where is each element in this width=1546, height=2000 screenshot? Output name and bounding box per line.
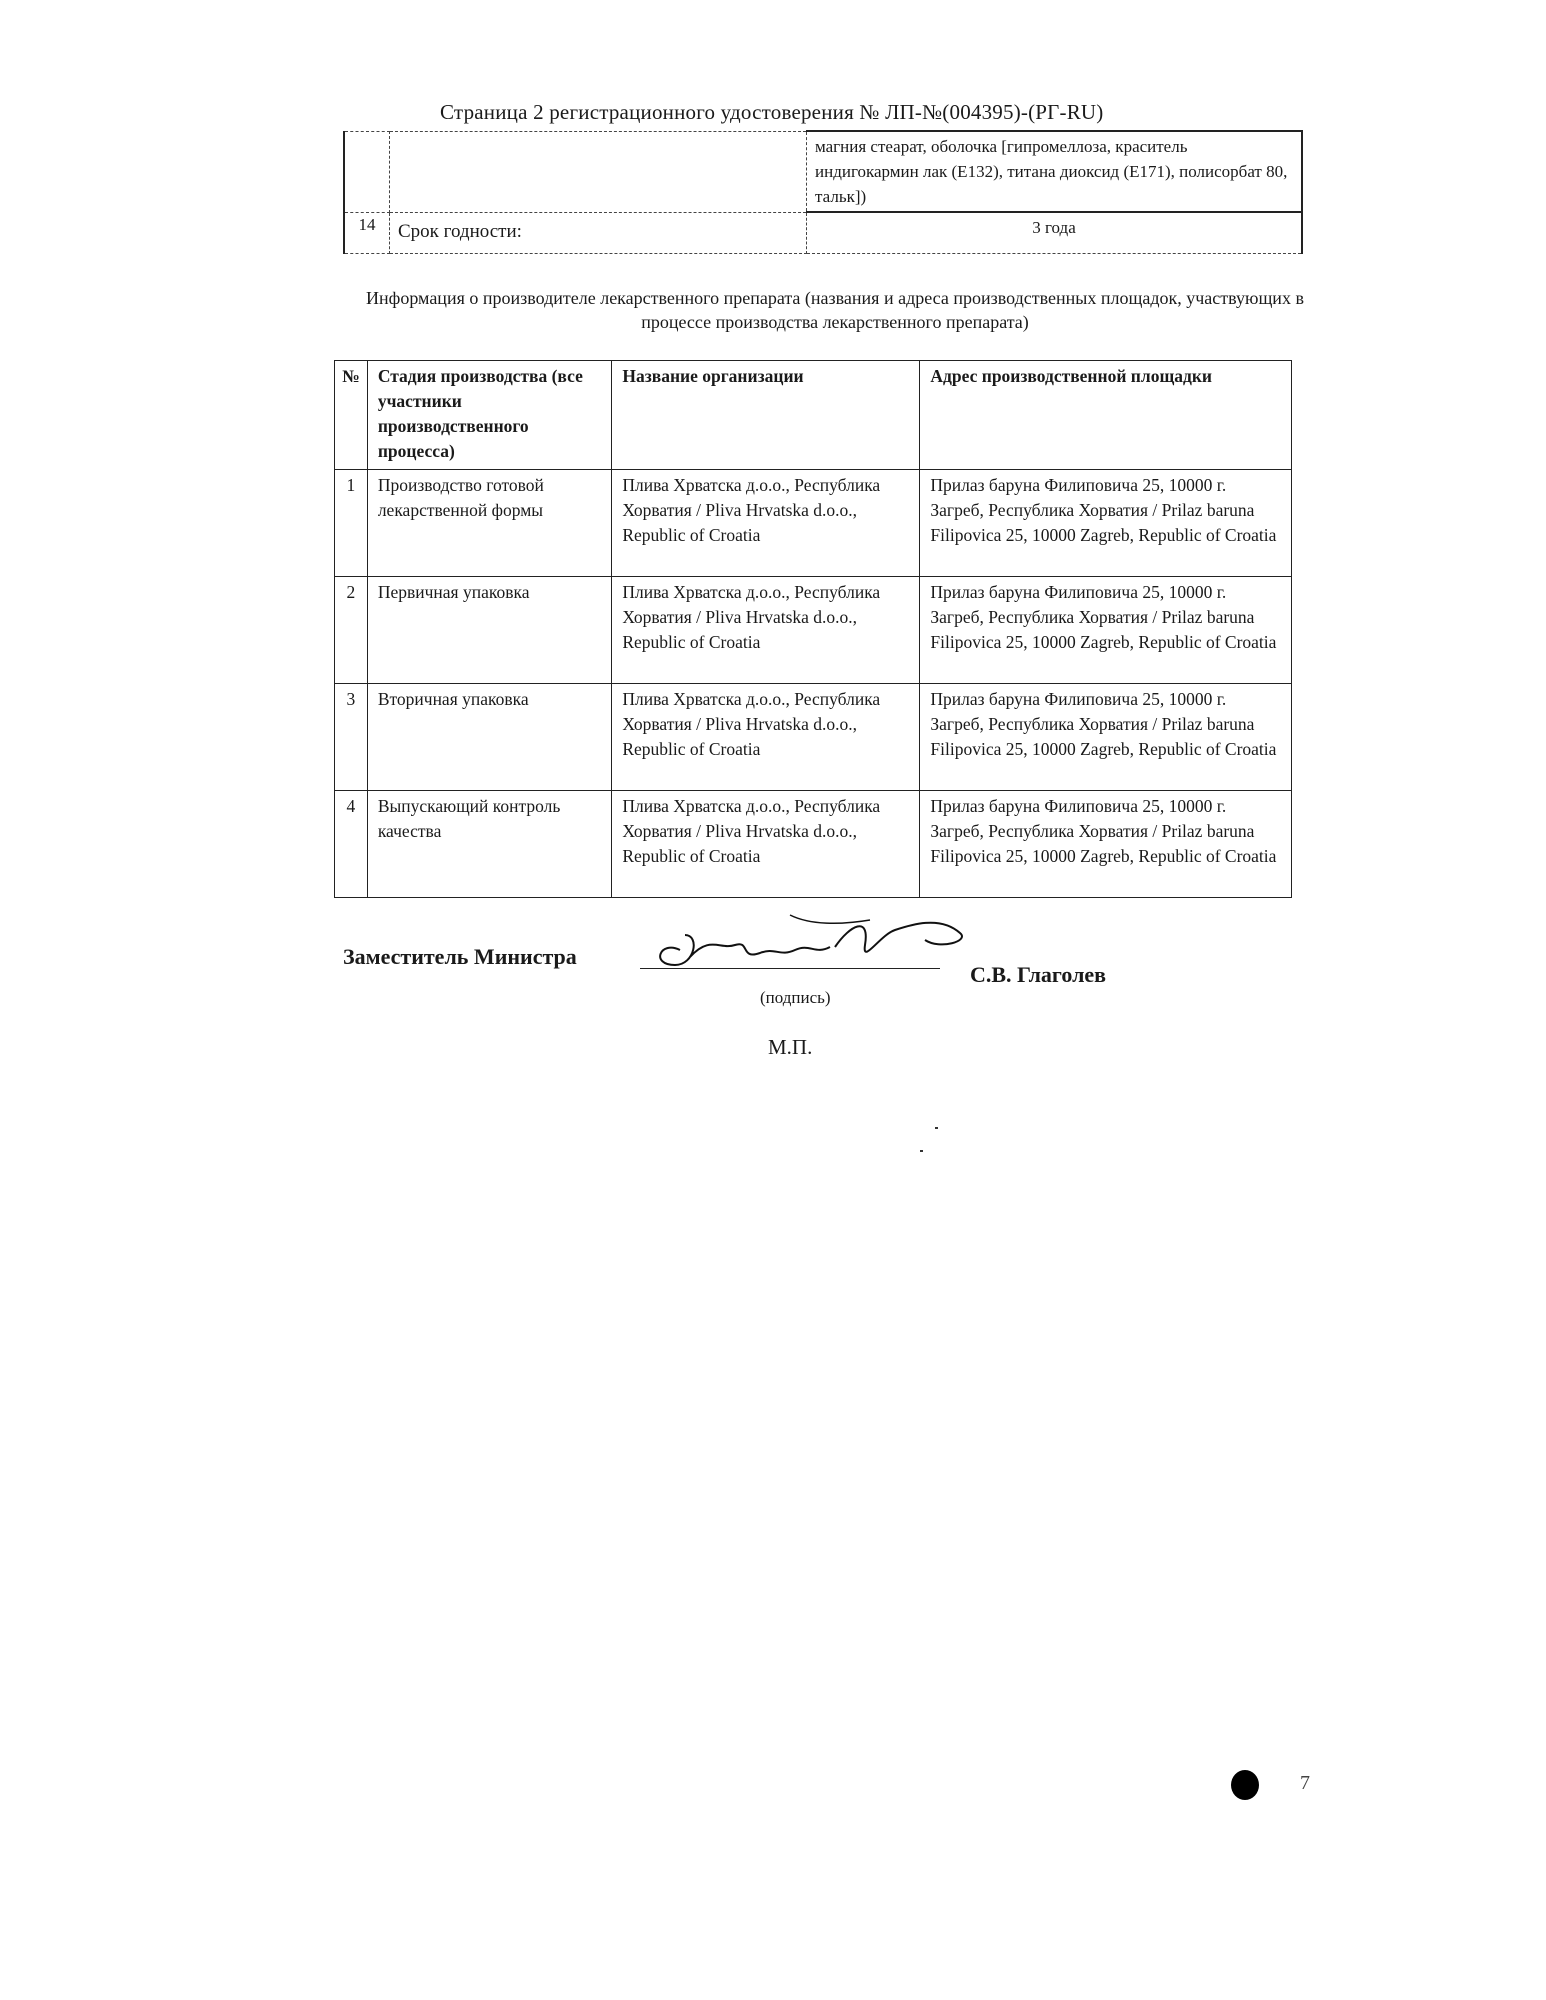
row-address: Прилаз баруна Филиповича 25, 10000 г. Загреб, Республика Хорватия / Prilaz baruna Filipovica 25, 10000 Zagreb, Republic of Croatia xyxy=(920,470,1292,577)
signature-line xyxy=(640,968,940,969)
row-number: 1 xyxy=(335,470,368,577)
row-address: Прилаз баруна Филиповича 25, 10000 г. Загреб, Республика Хорватия / Prilaz baruna Filipovica 25, 10000 Zagreb, Republic of Croatia xyxy=(920,577,1292,684)
signatory-title: Заместитель Министра xyxy=(343,944,577,969)
scan-speck xyxy=(935,1127,938,1129)
composition-tail: магния стеарат, оболочка [гипромеллоза, краситель индигокармин лак (Е132), титана диоксид (Е171), полисорбат 80, тальк]) xyxy=(807,131,1303,212)
seal-placeholder: М.П. xyxy=(768,1035,813,1059)
manufacturers-table xyxy=(334,360,1292,898)
shelf-life-value: 3 года xyxy=(807,212,1303,253)
row-organization: Плива Хрватска д.о.о., Республика Хорватия / Pliva Hrvatska d.o.o., Republic of Croatia xyxy=(612,684,920,791)
row-stage: Производство готовой лекарственной формы xyxy=(367,470,612,577)
row-number: 14 xyxy=(344,212,390,253)
header-num: № xyxy=(335,361,368,470)
composition-table-continuation xyxy=(343,130,1303,254)
row-num-empty xyxy=(344,131,390,212)
table-row xyxy=(335,470,1292,577)
row-number: 4 xyxy=(335,791,368,898)
row-organization: Плива Хрватска д.о.о., Республика Хорватия / Pliva Hrvatska d.o.o., Republic of Croatia xyxy=(612,577,920,684)
shelf-life-label: Срок годности: xyxy=(390,212,807,253)
row-stage: Выпускающий контроль качества xyxy=(367,791,612,898)
row-organization: Плива Хрватска д.о.о., Республика Хорватия / Pliva Hrvatska d.o.o., Republic of Croatia xyxy=(612,470,920,577)
composition-row xyxy=(344,131,1302,212)
manufacturer-info-heading: Информация о производителе лекарственного препарата (названия и адреса производственных площадок, участвующих в процессе производства лекарственного препарата) xyxy=(366,288,1304,332)
row-address: Прилаз баруна Филиповича 25, 10000 г. Загреб, Республика Хорватия / Prilaz baruna Filipovica 25, 10000 Zagreb, Republic of Croatia xyxy=(920,791,1292,898)
handwritten-signature xyxy=(640,895,980,985)
row-number: 2 xyxy=(335,577,368,684)
table-row xyxy=(335,577,1292,684)
header-organization: Название организации xyxy=(612,361,920,470)
row-label-empty xyxy=(390,131,807,212)
scan-speck xyxy=(920,1150,923,1152)
scan-dot-mark xyxy=(1231,1770,1259,1800)
row-address: Прилаз баруна Филиповича 25, 10000 г. Загреб, Республика Хорватия / Prilaz baruna Filipovica 25, 10000 Zagreb, Republic of Croatia xyxy=(920,684,1292,791)
header-stage: Стадия производства (все участники производственного процесса) xyxy=(367,361,612,470)
row-stage: Вторичная упаковка xyxy=(367,684,612,791)
table-row xyxy=(335,684,1292,791)
table-row xyxy=(335,791,1292,898)
signature-caption: (подпись) xyxy=(760,988,831,1007)
row-stage: Первичная упаковка xyxy=(367,577,612,684)
row-organization: Плива Хрватска д.о.о., Республика Хорватия / Pliva Hrvatska d.o.o., Republic of Croatia xyxy=(612,791,920,898)
page-header: Страница 2 регистрационного удостоверения № ЛП-№(004395)-(РГ-RU) xyxy=(440,100,1104,124)
shelf-life-row xyxy=(344,212,1302,253)
row-number: 3 xyxy=(335,684,368,791)
table-header-row xyxy=(335,361,1292,470)
signatory-name: С.В. Глаголев xyxy=(970,962,1107,987)
header-address: Адрес производственной площадки xyxy=(920,361,1292,470)
page-mark: 7 xyxy=(1300,1772,1310,1794)
